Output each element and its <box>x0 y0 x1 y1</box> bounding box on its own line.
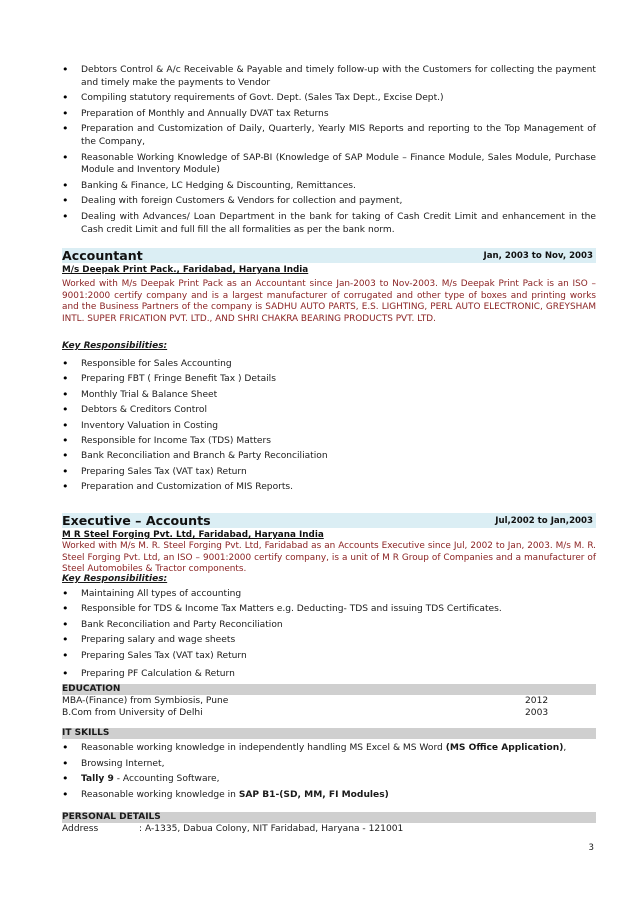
degree: MBA-(Finance) from Symbiosis, Pune <box>62 696 229 706</box>
personal-details-header: PERSONAL DETAILS <box>62 812 596 823</box>
list-item <box>62 789 596 802</box>
section-title: Executive – Accounts <box>62 513 211 528</box>
skill-text: Browsing Internet, <box>81 758 165 769</box>
key-responsibilities-label: Key Responsibilities: <box>62 341 168 351</box>
page-number: 3 <box>588 843 594 853</box>
address-value: : A-1335, Dabua Colony, NIT Faridabad, Haryana - 121001 <box>139 824 404 834</box>
section-date: Jul,2002 to Jan,2003 <box>495 515 593 526</box>
degree: B.Com from University of Delhi <box>62 707 203 718</box>
list-item: • Inventory Valuation in Costing <box>62 420 596 433</box>
list-item <box>62 758 596 771</box>
key-responsibilities-label: Key Responsibilities: <box>62 574 168 584</box>
address-row <box>62 824 596 834</box>
list-item: • Maintaining All types of accounting <box>62 588 596 601</box>
top-duties-list <box>62 64 596 236</box>
skill-bold-text: Tally 9 <box>81 774 114 785</box>
list-item: • Preparing PF Calculation & Return <box>62 668 596 681</box>
skill-text: Reasonable working knowledge in <box>81 789 239 800</box>
list-item: • Preparation and Customization of MIS Reports. <box>62 481 596 494</box>
list-item: • Reasonable Working Knowledge of SAP-BI (Knowledge of SAP Module – Finance Module, Sales Module, Purchase Module and Inventory Module) <box>62 152 596 177</box>
skill-bold-text: (MS Office Application) <box>445 743 564 753</box>
company-name: M/s Deepak Print Pack., Faridabad, Haryana India <box>62 265 309 275</box>
section-title: Accountant <box>62 248 143 263</box>
executive-section-header <box>62 513 596 528</box>
list-item: • Responsible for Income Tax (TDS) Matters <box>62 435 596 448</box>
company-description: Worked with M/s M. R. Steel Forging Pvt. Ltd, Faridabad as an Accounts Executive since Jul, 2002 to Jan, 2003. M/s M. R. Steel Forging Pvt. Ltd, an ISO – 9001:2000 certify company, is a unit of M R Group of Companies and a manufacturer of Steel Automobiles & Tractor components. <box>62 541 596 575</box>
company-name: M R Steel Forging Pvt. Ltd, Faridabad, Haryana India <box>62 530 324 540</box>
list-item: • Preparing salary and wage sheets <box>62 634 596 647</box>
it-skills-header: IT SKILLS <box>62 728 596 739</box>
company-description: Worked with M/s Deepak Print Pack as an Accountant since Jan-2003 to Nov-2003. M/s Deepak Print Pack is an ISO – 9001:2000 certify company and is a largest manufacturer of corrugated and other type of boxes and printing works and the Business Partners of the company is SADHU AUTO PARTS, E.S. LIGHTING, PERL AUTO ELECTRONIC, GREYSHAM INTL. SUPER FRICATION PVT. LTD., AND SHRI CHAKRA BEARING PRODUCTS PVT. LTD. <box>62 279 596 324</box>
list-item: • Responsible for TDS & Income Tax Matters e.g. Deducting- TDS and issuing TDS Certificates. <box>62 603 596 616</box>
year: 2012 <box>525 696 549 706</box>
list-item: • Dealing with Advances/ Loan Department in the bank for taking of Cash Credit Limit and enhancement in the Cash credit Limit and full fill the all formalities as per the bank norm. <box>62 211 596 236</box>
list-item: • Debtors & Creditors Control <box>62 404 596 417</box>
skill-text: - Accounting Software, <box>113 774 220 785</box>
education-table <box>62 696 596 719</box>
accountant-section-header <box>62 248 596 263</box>
education-row <box>62 696 596 708</box>
list-item: • Preparing Sales Tax (VAT tax) Return <box>62 466 596 479</box>
list-item: • Bank Reconciliation and Branch & Party Reconciliation <box>62 450 596 463</box>
list-item <box>62 742 596 755</box>
address-label: Address <box>62 824 99 834</box>
education-row <box>62 708 596 720</box>
year: 2003 <box>525 707 549 718</box>
list-item: • Bank Reconciliation and Party Reconciliation <box>62 619 596 632</box>
skill-text: , <box>563 743 567 753</box>
list-item: • Banking & Finance, LC Hedging & Discounting, Remittances. <box>62 180 596 193</box>
list-item: • Responsible for Sales Accounting <box>62 358 596 371</box>
list-item: • Debtors Control & A/c Receivable & Payable and timely follow-up with the Customers for collecting the payment and timely make the payments to Vendor <box>62 64 596 89</box>
skill-text: Reasonable working knowledge in independently handling MS Excel & MS Word <box>81 743 446 753</box>
education-header: EDUCATION <box>62 684 596 695</box>
list-item: • Dealing with foreign Customers & Vendors for collection and payment, <box>62 195 596 208</box>
list-item: • Preparation and Customization of Daily, Quarterly, Yearly MIS Reports and reporting to the Top Management of the Company, <box>62 123 596 148</box>
list-item: • Preparation of Monthly and Annually DVAT tax Returns <box>62 108 596 121</box>
executive-responsibilities-list <box>62 588 596 680</box>
it-skills-list <box>62 742 596 801</box>
list-item: • Compiling statutory requirements of Govt. Dept. (Sales Tax Dept., Excise Dept.) <box>62 92 596 105</box>
list-item: • Monthly Trial & Balance Sheet <box>62 389 596 402</box>
list-item: • Preparing Sales Tax (VAT tax) Return <box>62 650 596 663</box>
accountant-responsibilities-list <box>62 358 596 494</box>
skill-bold-text: SAP B1-(SD, MM, FI Modules) <box>238 789 389 800</box>
section-date: Jan, 2003 to Nov, 2003 <box>483 250 593 261</box>
list-item <box>62 773 596 786</box>
resume-page <box>62 0 596 903</box>
list-item: • Preparing FBT ( Fringe Benefit Tax ) Details <box>62 373 596 386</box>
